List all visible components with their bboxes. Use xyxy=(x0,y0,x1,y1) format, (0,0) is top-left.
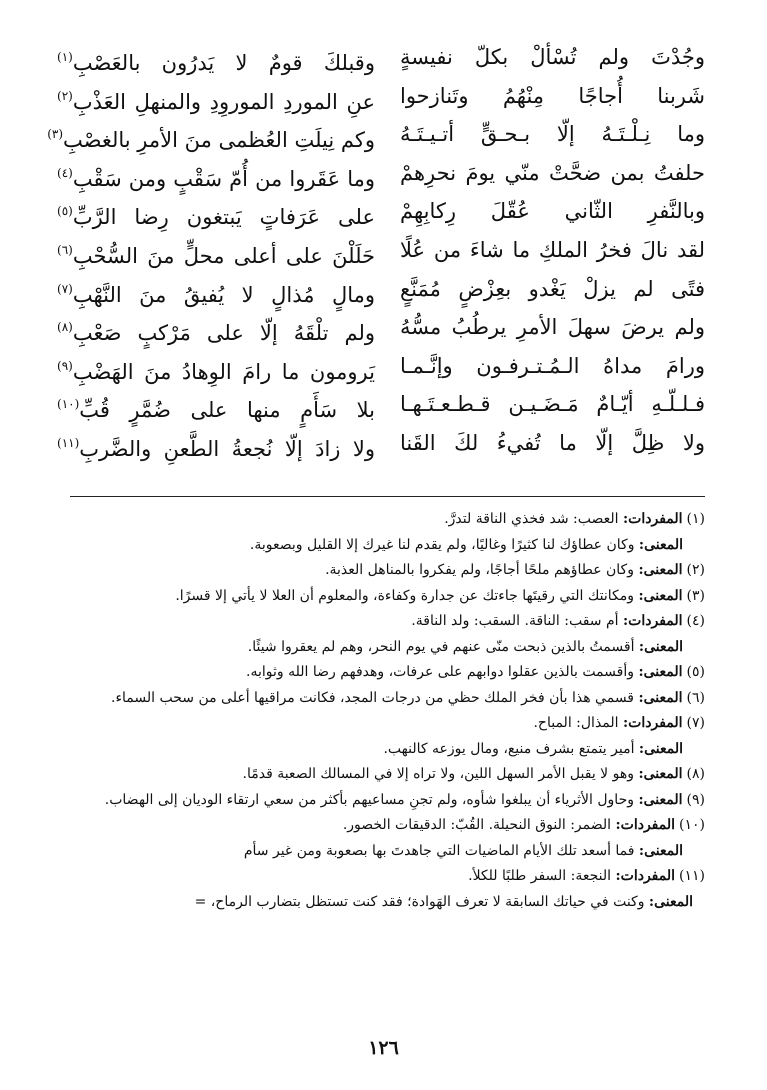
verse-line xyxy=(55,192,705,231)
verse-second-text: عنِ الموردِ الموروِدِ والمنهلِ العَذْبِ xyxy=(72,89,375,114)
verse-line xyxy=(55,154,705,193)
verse-second-hemistich xyxy=(57,77,375,121)
verse-first-hemistich: فتًى لم يزلْ يَغْدو بعِزْضٍ مُمَنَّعٍ xyxy=(400,276,705,301)
verse-first-hemistich: وما نِـلْـتَـهُ إلّا بـحـقٍّ أتـيـتَـهُ xyxy=(400,122,705,147)
footnote-entry xyxy=(65,558,705,584)
verse-line xyxy=(55,231,705,270)
footnote-marker: (٧) xyxy=(57,281,73,296)
verse-first-hemistich: لقد نالَ فخرُ الملكِ ما شاءَ من عُلًا xyxy=(400,237,705,262)
footnote-entry xyxy=(65,737,705,763)
footnote-marker: (١٠) xyxy=(57,397,80,412)
footnote-number: (١١) xyxy=(679,868,705,884)
footnote-label: المعنى: xyxy=(638,766,683,782)
footnote-text: وهو لا يقبل الأمر السهل اللين، ولا تراه إلا في المسالك الصعبة قدمًا. xyxy=(242,766,634,782)
footnote-entry xyxy=(65,864,705,890)
footnote-label: المعنى: xyxy=(638,842,683,859)
verse-second-text: يَرومون ما رامَ الوِهادُ منَ الهَضْبِ xyxy=(72,359,375,384)
verse-line xyxy=(55,38,705,77)
verse-second-hemistich xyxy=(57,192,375,236)
verse-line xyxy=(55,347,705,386)
footnote-text: وحاول الأثرياء أن يبلغوا شأوه، ولم تجنِ مساعيهم بأكثر من سعي ارتقاء الوديان إلى الهضاب. xyxy=(104,791,634,808)
footnote-entry xyxy=(65,839,705,865)
footnote-label: المفردات: xyxy=(623,715,683,731)
footnote-entry xyxy=(65,635,705,661)
verse-line xyxy=(55,77,705,116)
footnote-text: وكان عطاؤك لنا كثيرًا وغاليًا، ولم يقدم لنا غيرك إلا القليل وبصعوبة. xyxy=(249,536,635,553)
footnote-divider xyxy=(70,496,705,497)
footnote-label: المعنى: xyxy=(638,740,683,757)
footnote-text: النجعة: السفر طلبًا للكلأ. xyxy=(468,868,612,884)
verse-line xyxy=(55,424,705,463)
verse-first-hemistich: فـلـلّـهِ أيّـامٌ مَـضَـيـن قـطـعـتَـهـا xyxy=(400,392,705,417)
footnote-number: (٩) xyxy=(686,791,705,808)
footnote-text: أقسمتُ بالذين ذبحت منّى عنهم في يوم النحر، وهم لم يعقروا شيئًا. xyxy=(247,638,635,655)
footnote-number: (٥) xyxy=(686,664,705,680)
page-number: ١٢٦ xyxy=(368,1037,399,1059)
footnote-marker: (٤) xyxy=(57,165,73,180)
verse-second-text: حَلَلْنَ على أعلى محلٍّ منَ السُّحْبِ xyxy=(72,243,375,268)
verse-second-text: وكم نِيلَتِ العُظمى منَ الأمرِ بالغصْبِ xyxy=(63,128,375,153)
verse-first-hemistich: ورامَ مداهُ الـمُـتـرفـون وإنَّـمـا xyxy=(400,353,705,378)
footnote-entry xyxy=(65,609,705,635)
footnote-entry xyxy=(65,686,705,712)
verse-second-text: وما عَقَروا من أُمّ سَقْبٍ ومن سَقْبِ xyxy=(72,166,375,191)
footnote-entry xyxy=(65,660,705,686)
footnote-label: المفردات: xyxy=(615,868,676,884)
verse-second-hemistich xyxy=(57,231,375,275)
footnote-label: المفردات: xyxy=(615,817,676,833)
footnote-entry xyxy=(65,890,705,916)
footnote-marker: (٢) xyxy=(57,88,73,103)
footnote-text: ومكانتك التي رقيتَها جاءتك عن جدارة وكفاءة، والمعلوم أن العلا لا يأتي إلا قسرًا. xyxy=(175,587,634,604)
footnote-label: المعنى: xyxy=(648,893,693,910)
footnote-text: أمير يتمتع بشرف منيع، ومال يوزعه كالنهب. xyxy=(383,740,635,757)
verse-first-hemistich: شَربنا أُجاجًا مِنْهُمُ وتَنازحوا xyxy=(400,83,705,108)
footnote-entry xyxy=(65,788,705,814)
footnote-text: المذال: المباح. xyxy=(533,715,619,731)
footnote-label: المعنى: xyxy=(638,638,683,655)
footnote-label: المعنى: xyxy=(638,562,683,578)
verse-first-hemistich: ولم يرضَ سهلَ الأمرِ يرطُبُ مسُّهُ xyxy=(400,315,705,340)
verse-second-hemistich xyxy=(57,347,375,391)
verse-first-hemistich: وجُدْتَ ولم تُسْألْ بكلّ نفيسةٍ xyxy=(400,45,705,69)
verse-second-hemistich xyxy=(57,154,375,198)
footnote-text: العصب: شد فخذي الناقة لتدرَّ. xyxy=(444,511,619,527)
verse-line xyxy=(47,115,705,154)
footnote-label: المفردات: xyxy=(623,613,683,629)
footnote-number: (١) xyxy=(686,511,705,527)
verse-line xyxy=(55,308,705,347)
verse-first-hemistich: وبالنَّفرِ الثّاني عُقّلَ رِكابِهِمْ xyxy=(400,199,705,224)
footnote-marker: (٦) xyxy=(57,242,73,257)
footnote-entry xyxy=(65,533,705,559)
footnote-entry xyxy=(65,813,705,839)
verse-line xyxy=(55,270,705,309)
footnote-label: المعنى: xyxy=(638,664,683,680)
verse-second-text: ومالٍ مُذالٍ لا يُفيقُ منَ النَّهْبِ xyxy=(72,282,375,307)
verse-second-text: بلا سَأَمٍ منها على ضُمَّرٍ قُبِّ xyxy=(79,398,375,423)
footnote-marker: (١) xyxy=(57,50,73,64)
footnote-text: وكنت في حياتك السابقة لا تعرف الهَوادة؛ فقد كنت تستظل بتضارب الرماح، = xyxy=(194,893,645,910)
footnote-label: المعنى: xyxy=(638,536,683,553)
footnote-text: وأقسمت بالذين عقلوا دوابهم على عرفات، وهدفهم رضا الله وثوابه. xyxy=(246,664,634,680)
verse-second-text: وقبلكَ قومٌ لا يَدرُون بالعَصْبِ xyxy=(72,51,375,75)
verse-line xyxy=(55,385,705,424)
footnote-label: المعنى: xyxy=(638,587,683,604)
verse-second-text: ولم تلْقَهُ إلّا على مَرْكبٍ صَعْبِ xyxy=(72,321,375,346)
footnote-number: (٨) xyxy=(686,766,705,782)
verse-second-hemistich xyxy=(57,385,375,429)
verse-second-text: على عَرَفاتٍ يَبتغون رِضا الرَّبِّ xyxy=(72,205,375,230)
footnote-number: (٤) xyxy=(686,613,705,629)
footnote-marker: (١١) xyxy=(57,435,80,450)
footnote-entry xyxy=(65,584,705,610)
footnote-number: (٦) xyxy=(686,689,705,706)
footnote-number: (٣) xyxy=(686,587,705,604)
footnote-text: أم سقب: الناقة. السقب: ولد الناقة. xyxy=(411,613,619,629)
footnote-label: المعنى: xyxy=(638,791,683,808)
footnote-number: (١٠) xyxy=(679,817,705,833)
footnote-marker: (٩) xyxy=(57,358,73,373)
footnote-marker: (٣) xyxy=(47,127,64,142)
footnote-number: (٧) xyxy=(686,715,705,731)
verse-second-hemistich xyxy=(47,115,375,159)
footnote-text: وكان عطاؤهم ملحًا أجاجًا، ولم يفكروا بالمناهل العذبة. xyxy=(325,562,634,578)
footnote-entry xyxy=(65,711,705,737)
footnote-text: فما أسعد تلك الأيام الماضيات التي جاهدتَ بها بصعوبة ومن غير سأم xyxy=(243,842,635,859)
footnote-label: المفردات: xyxy=(623,511,683,527)
footnote-entry xyxy=(65,762,705,788)
verse-second-hemistich xyxy=(57,308,375,352)
footnote-entry xyxy=(65,507,705,533)
footnote-number: (٢) xyxy=(686,562,705,578)
footnote-text: الضمر: النوق النحيلة. القُبّ: الدقيقات الخصور. xyxy=(342,817,612,833)
footnote-marker: (٥) xyxy=(57,204,73,219)
footnote-marker: (٨) xyxy=(57,320,73,335)
verse-second-hemistich xyxy=(57,38,375,82)
footnote-label: المعنى: xyxy=(638,689,683,706)
verse-second-hemistich xyxy=(57,270,375,314)
footnotes xyxy=(65,507,705,915)
poem-verses xyxy=(47,38,705,463)
verse-first-hemistich: حلفتُ بمن ضحَّتْ منّي يومَ نحرِهمْ xyxy=(400,160,705,185)
footnote-text: قسمي هذا بأن فخر الملك حظي من درجات المجد، فكانت مراقيها أعلى من سحب السماء. xyxy=(111,689,634,706)
verse-second-text: ولا زادَ إلّا نُجعةُ الطَّعنِ والضَّربِ xyxy=(79,436,375,461)
verse-first-hemistich: ولا ظِلَّ إلّا ما تُفيءُ لكَ القَنا xyxy=(400,430,705,455)
verse-second-hemistich xyxy=(57,424,375,468)
